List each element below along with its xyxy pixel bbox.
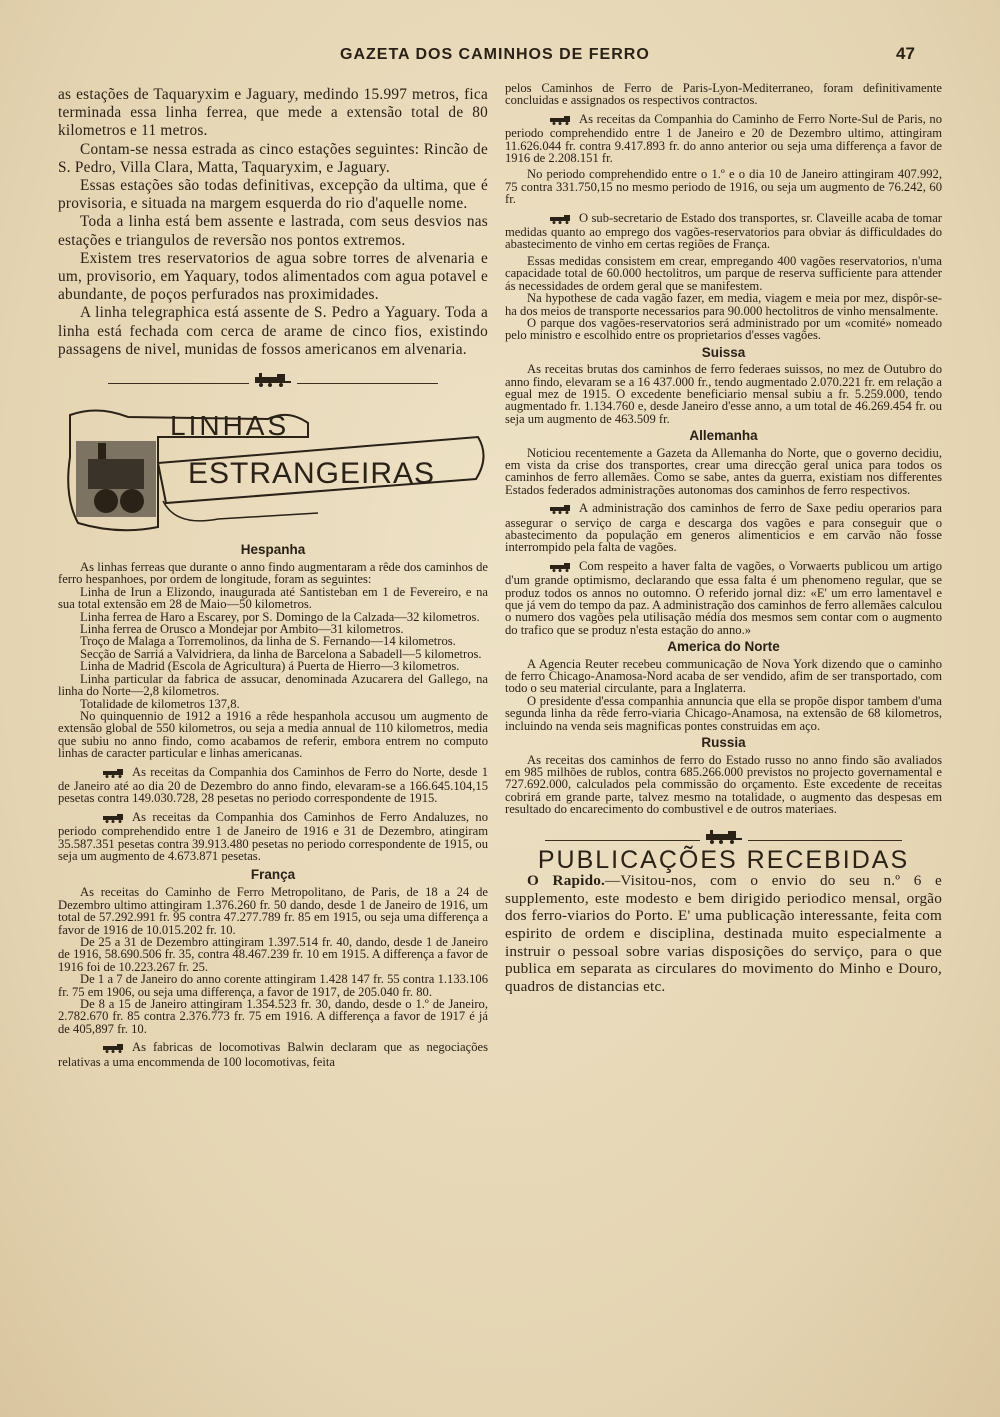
section-divider [58,371,488,391]
train-paragraph: As fabricas de locomotivas Balwin declaram que as negociações relativas a uma encommenda de 100 locomotivas, feita [58,1040,488,1069]
paragraph: As receitas brutas dos caminhos de ferro federaes suissos, no mez de Outubro do anno findo, elevaram se a 16 437.000 fr., tendo augmentado 2.070.221 fr. em relação a egual mez de 1915. O excedente beneficiario mensal subiu a fr. 5.259.000, tendo augmentado fr. 1.134.760 e, desde Janeiro d'esse anno, a um total de 46.269.454 fr. ou seja um augmento de 463.509 fr. [505,362,942,426]
paragraph: Linha de Madrid (Escola de Agricultura) á Puerta de Hierro—3 kilometros. [80,659,460,674]
train-paragraph: As receitas da Companhia do Caminho de Ferro Norte-Sul de Paris, no periodo comprehendido entre 1 de Janeiro e 20 de Dezembro ultimo, attingiram 11.626.044 fr. contra 9.417.893 fr. do anno anterior ou seja uma differença a favor de 1916 de 2.208.151 fr. [505,111,942,166]
paragraph: De 25 a 31 de Dezembro attingiram 1.397.514 fr. 40, dando, desde 1 de Janeiro de 1916, 58.690.506 fr. 35, contra 48.467.239 fr. 10 em 1915. A differença a favor de 1916 foi de 10.223.267 fr. 25. [58,935,488,974]
paragraph: as estações de Taquaryxim e Jaguary, medindo 15.997 metros, fica terminada essa linha ferrea, que mede a extensão total de 80 kilometros e 11 metros. [58,86,488,140]
paragraph: Troço de Malaga a Torremolinos, da linha de S. Fernando—14 kilometros. [80,634,456,649]
paragraph: Essas estações são todas definitivas, excepção da ultima, que é provisoria, e situada na margem esquerda do rio d'aquelle nome. [58,177,488,213]
paragraph: Na hypothese de cada vagão fazer, em media, viagem e meia por mez, dispôr-se-ha dos meios de transporte necessarios para 90.000 hectolitros de vinho mensalmente. [505,291,942,318]
locomotive-icon [700,830,748,846]
paragraph: Toda a linha está bem assente e lastrada, com seus desvios nas estações e triangulos de reversão nos pontos extremos. [58,213,488,249]
paragraph: pelos Caminhos de Ferro de Paris-Lyon-Mediterraneo, foram definitivamente concluidas e assignados os respectivos contractos. [505,82,942,108]
paragraph: Contam-se nessa estrada as cinco estações seguintes: Rincão de S. Pedro, Villa Clara, Matta, Taquaryxim, e Jaguary. [58,140,488,176]
train-paragraph: Com respeito a haver falta de vagões, o Vorwaerts publicou um artigo d'um grande optimismo, declarando que essa falta é um phenomeno regular, que se produz todos os annos no outomno. O referido jornal diz: «E' um erro lamentavel e que já vem do tempo da paz. A administração dos caminhos de ferro allemães calculou o numero dos vagões pela utilisação média dos mesmos sem contar com o augmento do trafico que se produz n'esta estação do anno.» [505,558,942,637]
paragraph: Noticiou recentemente a Gazeta da Allemanha do Norte, que o governo decidiu, em vista da crise dos transportes, crear uma direcção geral unica para todos os caminhos de ferro allemães. Como se sabe, antes da guerra, existiam nos differentes Estados federados administrações autonomas dos caminhos de ferro respectivos. [505,445,942,497]
paragraph: Linha de Irun a Elizondo, inaugurada até Santisteban em 1 de Fevereiro, e na sua total extensão em 28 de Maio—50 kilometros. [58,584,488,612]
paragraph: Totalidade de kilometros 137,8. [80,696,240,711]
paragraph: O Rapido.—Visitou-nos, com o envio do seu n.º 6 e supplemento, este modesto e bem dirigido periodico mensal, orgão dos ferro-viarios do Porto. E' uma publicação interessante, feita com espirito de ordem e disciplina, destinada muito especialmente a instruir o pessoal sobre varias disposições do serviço, para o que publica em separata as circulares do movimento do Minho e Douro, quadros de distancias etc. [505,871,942,996]
section-heading-allemanha: Allemanha [689,428,758,444]
paragraph: A linha telegraphica está assente de S. Pedro a Yaguary. Toda a linha está fechada com cerca de arame de cinco fios, existindo passagens de nivel, munidas de fossos americanos em alvenaria. [58,304,488,358]
left-column [58,86,488,1068]
paragraph: O presidente d'essa companhia annuncia que ella se propõe dispor tambem d'uma segunda linha da rêde ferro-viaria Chicago-Anamosa, na extensão de 68 kilometros, incluindo na venda seis magnificas pontes construidas em aço. [505,693,942,733]
right-column [505,82,942,996]
paragraph: As linhas ferreas que durante o anno findo augmentaram a rêde dos caminhos de ferro hespanhoes, por ordem de longitude, foram as seguintes: [58,560,488,587]
paragraph: Essas medidas consistem em crear, empregando 400 vagões reservatorios, n'uma capacidade total de 60.000 hectolitros, um parque de reserva sufficiente para attender ás necessidades de ordem geral que se manifestem. [505,253,942,293]
paragraph: No periodo comprehendido entre o 1.º e o dia 10 de Janeiro attingiram 407.992, 75 contra 331.750,15 no mesmo periodo de 1916, ou seja um augmento de 76.242, 60 fr. [505,167,942,207]
locomotive-icon [249,373,297,392]
banner-word-estrangeiras: ESTRANGEIRAS [188,457,436,491]
paragraph: As receitas do Caminho de Ferro Metropolitano, de Paris, de 18 a 24 de Dezembro ultimo attingiram 1.376.260 fr. 50 dando, desde 1 de Janeiro de 1916, um total de 57.292.991 fr. 95 contra 47.277.789 fr. 85 em 1915, ou seja uma differença a favor de 1916 de 10.015.202 fr. 10. [58,885,488,937]
section-heading-suissa: Suissa [701,344,746,360]
paragraph: Secção de Sarriá a Valvidriera, da linha de Barcelona a Sabadell—5 kilometros. [80,646,482,661]
banner-word-linhas: LINHAS [170,410,290,442]
section-heading-hespanha: Hespanha [240,542,306,558]
section-heading-america-do-norte: America do Norte [667,639,780,655]
locomotive-illustration-icon [58,397,488,537]
linhas-estrangeiras-banner [58,397,488,537]
paragraph: O parque dos vagões-reservatorios será administrado por um «comité» nomeado pelo ministro e escolhido entre os proprietarios d'esses vagões. [505,315,942,343]
section-heading-russia: Russia [701,735,746,751]
paragraph: Existem tres reservatorios de agua sobre torres de alvenaria e um, provisorio, em Yaquary, todos alimentados com agua potavel e abundante, de poços perfurados nas proximidades. [58,249,488,304]
publicacoes-recebidas-heading: PUBLICAÇÕES RECEBIDAS [537,845,910,874]
paragraph: Linha ferrea de Orusco a Mondejar por Ambito—31 kilometros. [80,622,404,637]
paragraph: A Agencia Reuter recebeu communicação de Nova York dizendo que o caminho de ferro Chicago-Anamosa-Nord acaba de ser vendido, afim de ser transportado, com todo o seu material circulante, para a Inglaterra. [505,656,942,696]
section-divider [505,828,942,848]
train-paragraph: A administração dos caminhos de ferro de Saxe pediu operarios para assegurar o serviço de carga e descarga dos vagões e para conseguir que o abastecimento da população em generos alimenticios e em carvão não fosse interrompido pela falta de vagões. [505,501,942,555]
section-heading-franca: França [250,867,296,883]
train-paragraph: O sub-secretario de Estado dos transportes, sr. Claveille acaba de tomar medidas quanto ao emprego dos vagões-reservatorios para obviar ás difficuldades do abastecimento de vinho em certas regiões de França. [505,210,942,252]
publication-name: O Rapido. [527,871,606,889]
paragraph: De 8 a 15 de Janeiro attingiram 1.354.523 fr. 30, dando, desde o 1.º de Janeiro, 2.782.670 fr. 85 contra 2.376.773 fr. 75 em 1916. A differença a favor de 1917 é já de 405,897 fr. 10. [58,997,488,1036]
paragraph: No quinquennio de 1912 a 1916 a rêde hespanhola accusou um augmento de extensão global de 550 kilometros, ou seja a media annual de 110 kilometros, media que subiu no anno findo, como acabamos de referir, embora entrem no computo linhas de caracter particular e linhas americanas. [58,708,488,761]
page-number: 47 [896,44,915,63]
paragraph: As receitas dos caminhos de ferro do Estado russo no anno findo são avaliados em 985 milhões de rublos, contra 685.266.000 previstos no projecto governamental e 727.692.000, calculados pela commissão do orçamento. Este excedente de receitas cobrirá em grande parte, talvez mesmo na totalidade, o augmento das despesas em resultado do encarecimento do combustivel e de outros materiaes. [505,752,942,817]
paragraph: De 1 a 7 de Janeiro do anno corente attingiram 1.428 147 fr. 55 contra 1.133.106 fr. 75 em 1906, ou seja uma differença, a favor de 1917, de 205.040 fr. 80. [58,972,488,999]
train-paragraph: As receitas da Companhia dos Caminhos de Ferro do Norte, desde 1 de Janeiro até ao dia 20 de Dezembro do anno findo, elevaram-se a 166.645.104,15 pesetas contra 149.030.728, 28 pesetas no periodo correspondente de 1915. [58,764,488,806]
paragraph: Linha particular da fabrica de assucar, denominada Azucarera del Gallego, na linha do Norte—2,8 kilometros. [58,671,488,699]
page-header-title: GAZETA DOS CAMINHOS DE FERRO [340,46,650,63]
paragraph: Linha ferrea de Haro a Escarey, por S. Domingo de la Calzada—32 kilometros. [80,609,480,624]
train-paragraph: As receitas da Companhia dos Caminhos de Ferro Andaluzes, no periodo comprehendido entre 1 de Janeiro de 1916 e 31 de Dezembro, atingiram 35.587.351 pesetas contra 39.913.480 pesetas no periodo correspondente de 1915, ou seja um augmento de 4.673.871 pesetas. [58,809,488,863]
